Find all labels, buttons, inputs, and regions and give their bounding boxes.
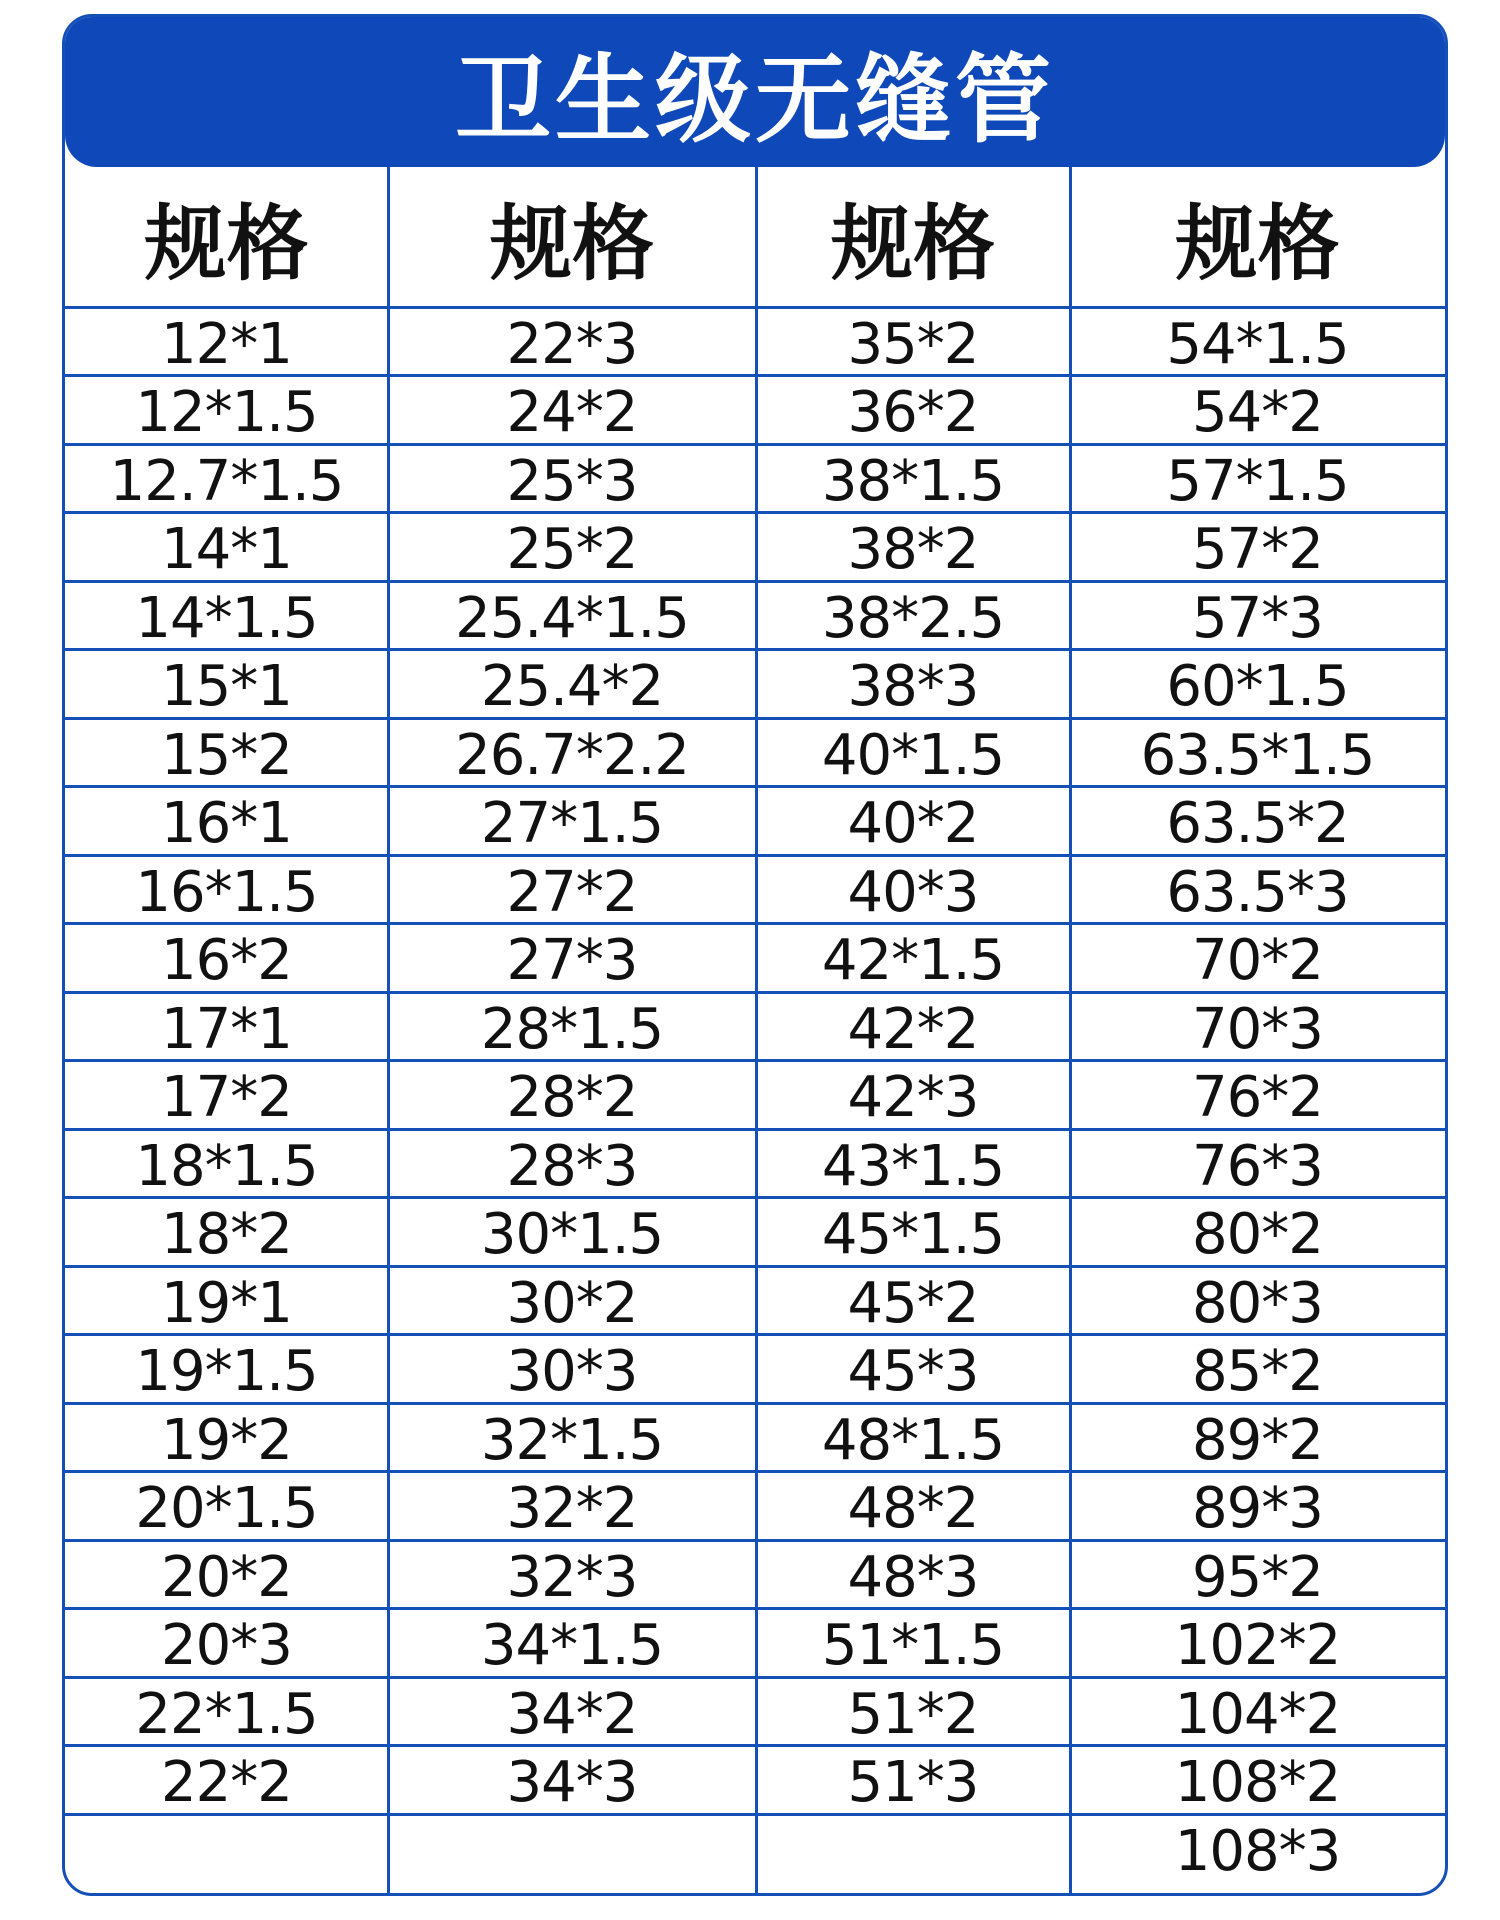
spec-cell: 54*2 — [1192, 380, 1323, 446]
spec-cell: 16*1 — [161, 791, 292, 857]
spec-cell: 102*2 — [1174, 1613, 1341, 1679]
spec-cell: 12*1 — [161, 311, 292, 377]
spec-cell: 16*1.5 — [135, 859, 318, 925]
spec-cell: 63.5*1.5 — [1140, 722, 1375, 788]
spec-cell: 48*1.5 — [821, 1407, 1005, 1473]
spec-cell: 57*2 — [1192, 517, 1323, 583]
spec-cell: 60*1.5 — [1166, 654, 1349, 720]
spec-cell: 89*3 — [1192, 1476, 1323, 1542]
spec-cell: 24*2 — [506, 380, 638, 446]
spec-cell: 51*3 — [847, 1750, 979, 1816]
spec-cell: 26.7*2.2 — [455, 722, 689, 788]
spec-cell: 76*2 — [1192, 1065, 1323, 1131]
page-title: 卫生级无缝管 — [455, 43, 1055, 156]
spec-cell: 32*3 — [506, 1544, 638, 1610]
spec-cell: 25.4*1.5 — [455, 585, 689, 651]
spec-cell: 17*2 — [161, 1065, 292, 1131]
spec-cell: 15*1 — [161, 654, 292, 720]
spec-cell: 17*1 — [161, 996, 292, 1062]
spec-cell: 19*1 — [161, 1270, 292, 1336]
spec-cell: 80*2 — [1192, 1202, 1323, 1268]
spec-cell: 22*2 — [161, 1750, 292, 1816]
column-header: 规格 — [489, 196, 654, 292]
spec-cell: 27*3 — [506, 928, 638, 994]
spec-cell: 30*1.5 — [480, 1202, 664, 1268]
spec-cell: 40*3 — [847, 859, 979, 925]
spec-cell: 34*1.5 — [480, 1613, 664, 1679]
spec-cell: 63.5*3 — [1166, 859, 1349, 925]
spec-cell: 45*3 — [847, 1339, 979, 1405]
spec-cell: 54*1.5 — [1166, 311, 1349, 377]
spec-cell: 35*2 — [847, 311, 979, 377]
spec-cell: 40*2 — [847, 791, 979, 857]
spec-cell: 34*3 — [506, 1750, 638, 1816]
spec-cell: 25*2 — [506, 517, 638, 583]
spec-cell: 70*2 — [1192, 928, 1323, 994]
spec-cell: 104*2 — [1174, 1681, 1341, 1747]
spec-cell: 32*1.5 — [480, 1407, 664, 1473]
spec-cell: 108*2 — [1174, 1750, 1341, 1816]
spec-cell: 48*2 — [847, 1476, 979, 1542]
spec-cell: 45*2 — [847, 1270, 979, 1336]
spec-cell: 25.4*2 — [480, 654, 664, 720]
spec-cell: 28*3 — [506, 1133, 638, 1199]
spec-cell: 18*2 — [161, 1202, 292, 1268]
spec-cell: 20*2 — [161, 1544, 292, 1610]
spec-cell: 38*1.5 — [821, 448, 1005, 514]
spec-cell: 76*3 — [1192, 1133, 1323, 1199]
spec-cell: 51*1.5 — [821, 1613, 1005, 1679]
spec-cell: 34*2 — [506, 1681, 638, 1747]
spec-cell: 20*1.5 — [135, 1476, 318, 1542]
spec-cell: 19*2 — [161, 1407, 292, 1473]
spec-cell: 14*1.5 — [135, 585, 318, 651]
title-bar — [65, 17, 1445, 167]
spec-cell: 42*2 — [847, 996, 979, 1062]
column-header: 规格 — [1175, 196, 1340, 292]
spec-cell: 40*1.5 — [821, 722, 1005, 788]
spec-cell: 85*2 — [1192, 1339, 1323, 1405]
spec-cell: 22*3 — [506, 311, 638, 377]
spec-cell: 28*2 — [506, 1065, 638, 1131]
column-header: 规格 — [830, 196, 995, 292]
spec-cell: 18*1.5 — [135, 1133, 318, 1199]
spec-cell: 30*3 — [506, 1339, 638, 1405]
spec-cell: 30*2 — [506, 1270, 638, 1336]
spec-cell: 12*1.5 — [135, 380, 318, 446]
spec-cell: 95*2 — [1192, 1544, 1323, 1610]
spec-cell: 20*3 — [161, 1613, 292, 1679]
spec-table-card — [62, 14, 1448, 1896]
spec-cell: 45*1.5 — [821, 1202, 1005, 1268]
spec-cell: 43*1.5 — [821, 1133, 1005, 1199]
spec-cell: 80*3 — [1192, 1270, 1323, 1336]
spec-cell: 63.5*2 — [1166, 791, 1349, 857]
spec-cell: 32*2 — [506, 1476, 638, 1542]
spec-cell: 70*3 — [1192, 996, 1323, 1062]
column-header: 规格 — [144, 196, 309, 292]
spec-cell: 14*1 — [161, 517, 292, 583]
spec-cell: 12.7*1.5 — [109, 448, 344, 514]
spec-cell: 48*3 — [847, 1544, 979, 1610]
spec-cell: 38*2.5 — [821, 585, 1005, 651]
spec-cell: 28*1.5 — [480, 996, 664, 1062]
spec-cell: 42*3 — [847, 1065, 979, 1131]
spec-cell: 27*1.5 — [480, 791, 664, 857]
spec-cell: 38*3 — [847, 654, 979, 720]
spec-cell: 42*1.5 — [821, 928, 1005, 994]
spec-cell: 15*2 — [161, 722, 292, 788]
spec-cell: 108*3 — [1174, 1818, 1341, 1884]
spec-cell: 89*2 — [1192, 1407, 1323, 1473]
spec-cell: 19*1.5 — [135, 1339, 318, 1405]
spec-cell: 57*1.5 — [1166, 448, 1349, 514]
spec-cell: 16*2 — [161, 928, 292, 994]
spec-cell: 38*2 — [847, 517, 979, 583]
spec-cell: 25*3 — [506, 448, 638, 514]
spec-cell: 57*3 — [1192, 585, 1323, 651]
spec-cell: 22*1.5 — [135, 1681, 318, 1747]
spec-cell: 36*2 — [847, 380, 979, 446]
spec-cell: 27*2 — [506, 859, 638, 925]
spec-cell: 51*2 — [847, 1681, 979, 1747]
